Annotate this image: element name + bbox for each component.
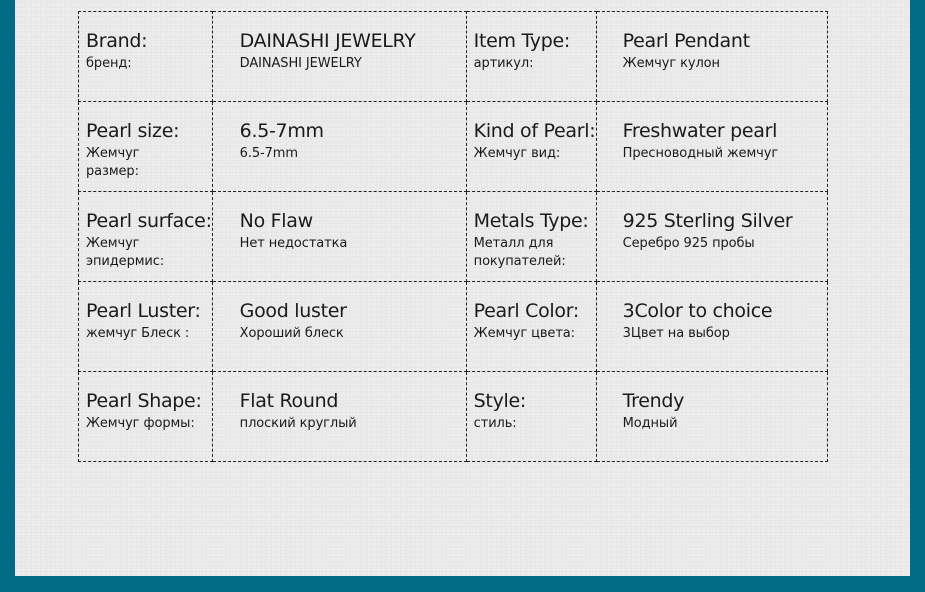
pearl-color-value-cell bbox=[596, 282, 827, 372]
cell-label-ru: бренд: bbox=[86, 56, 132, 71]
cell-label: Brand: bbox=[86, 30, 148, 52]
pearl-surface-value-cell bbox=[212, 192, 466, 282]
cell-label: Pearl size: bbox=[86, 120, 180, 142]
cell-label-ru: Жемчуг размер: bbox=[86, 146, 140, 179]
cell-label-ru: жемчуг Блеск : bbox=[86, 326, 190, 341]
cell-value: 925 Sterling Silver bbox=[622, 210, 793, 232]
cell-value: Flat Round bbox=[239, 390, 339, 412]
cell-label: Item Type: bbox=[473, 30, 571, 52]
brand-value-cell bbox=[212, 12, 466, 102]
cell-value-ru: Модный bbox=[622, 416, 678, 431]
table-row bbox=[79, 102, 828, 192]
table-row bbox=[79, 282, 828, 372]
table-row bbox=[79, 12, 828, 102]
cell-label-ru: стиль: bbox=[473, 416, 517, 431]
cell-label-ru: Жемчуг цвета: bbox=[473, 326, 575, 341]
pearl-luster-value-cell bbox=[212, 282, 466, 372]
table-row bbox=[79, 192, 828, 282]
pearl-size-label-cell bbox=[79, 102, 213, 192]
pearl-luster-label-cell bbox=[79, 282, 213, 372]
cell-label: Pearl Color: bbox=[473, 300, 579, 322]
kind-of-pearl-value-cell bbox=[596, 102, 827, 192]
table-row bbox=[79, 372, 828, 462]
cell-value: Good luster bbox=[239, 300, 347, 322]
cell-value-ru: Хороший блеск bbox=[239, 326, 344, 341]
item-type-value-cell bbox=[596, 12, 827, 102]
kind-of-pearl-label-cell bbox=[466, 102, 596, 192]
cell-label: Pearl surface: bbox=[86, 210, 212, 232]
cell-label: Kind of Pearl: bbox=[473, 120, 596, 142]
cell-value: 6.5-7mm bbox=[239, 120, 324, 142]
cell-value: 3Color to choice bbox=[622, 300, 773, 322]
cell-label-ru: Жемчуг вид: bbox=[473, 146, 561, 161]
cell-label: Style: bbox=[473, 390, 526, 412]
cell-value-ru: 3Цвет на выбор bbox=[622, 326, 730, 341]
cell-value-ru: Пресноводный жемчуг bbox=[622, 146, 779, 161]
cell-label: Pearl Shape: bbox=[86, 390, 202, 412]
cell-value: Trendy bbox=[622, 390, 685, 412]
cell-value: DAINASHI JEWELRY bbox=[239, 30, 416, 52]
metals-type-label-cell bbox=[466, 192, 596, 282]
cell-value-ru: DAINASHI JEWELRY bbox=[239, 56, 362, 71]
metals-type-value-cell bbox=[596, 192, 827, 282]
pearl-shape-value-cell bbox=[212, 372, 466, 462]
cell-value: Freshwater pearl bbox=[622, 120, 778, 142]
cell-value-ru: 6.5-7mm bbox=[239, 146, 298, 161]
cell-label: Pearl Luster: bbox=[86, 300, 201, 322]
style-label-cell bbox=[466, 372, 596, 462]
pearl-color-label-cell bbox=[466, 282, 596, 372]
cell-value: No Flaw bbox=[239, 210, 313, 232]
cell-label-ru: артикул: bbox=[473, 56, 534, 71]
pearl-size-value-cell bbox=[212, 102, 466, 192]
cell-value: Pearl Pendant bbox=[622, 30, 750, 52]
pearl-shape-label-cell bbox=[79, 372, 213, 462]
cell-value-ru: Жемчуг кулон bbox=[622, 56, 720, 71]
item-type-label-cell bbox=[466, 12, 596, 102]
cell-label-ru: Металл для покупателей: bbox=[473, 236, 566, 269]
cell-label-ru: Жемчуг эпидермис: bbox=[86, 236, 165, 269]
style-value-cell bbox=[596, 372, 827, 462]
cell-value-ru: Нет недостатка bbox=[239, 236, 348, 251]
product-spec-table bbox=[78, 11, 828, 462]
cell-label: Metals Type: bbox=[473, 210, 589, 232]
spec-sheet bbox=[15, 0, 910, 576]
brand-label-cell bbox=[79, 12, 213, 102]
cell-value-ru: плоский круглый bbox=[239, 416, 357, 431]
cell-value-ru: Серебро 925 пробы bbox=[622, 236, 755, 251]
pearl-surface-label-cell bbox=[79, 192, 213, 282]
cell-label-ru: Жемчуг формы: bbox=[86, 416, 195, 431]
